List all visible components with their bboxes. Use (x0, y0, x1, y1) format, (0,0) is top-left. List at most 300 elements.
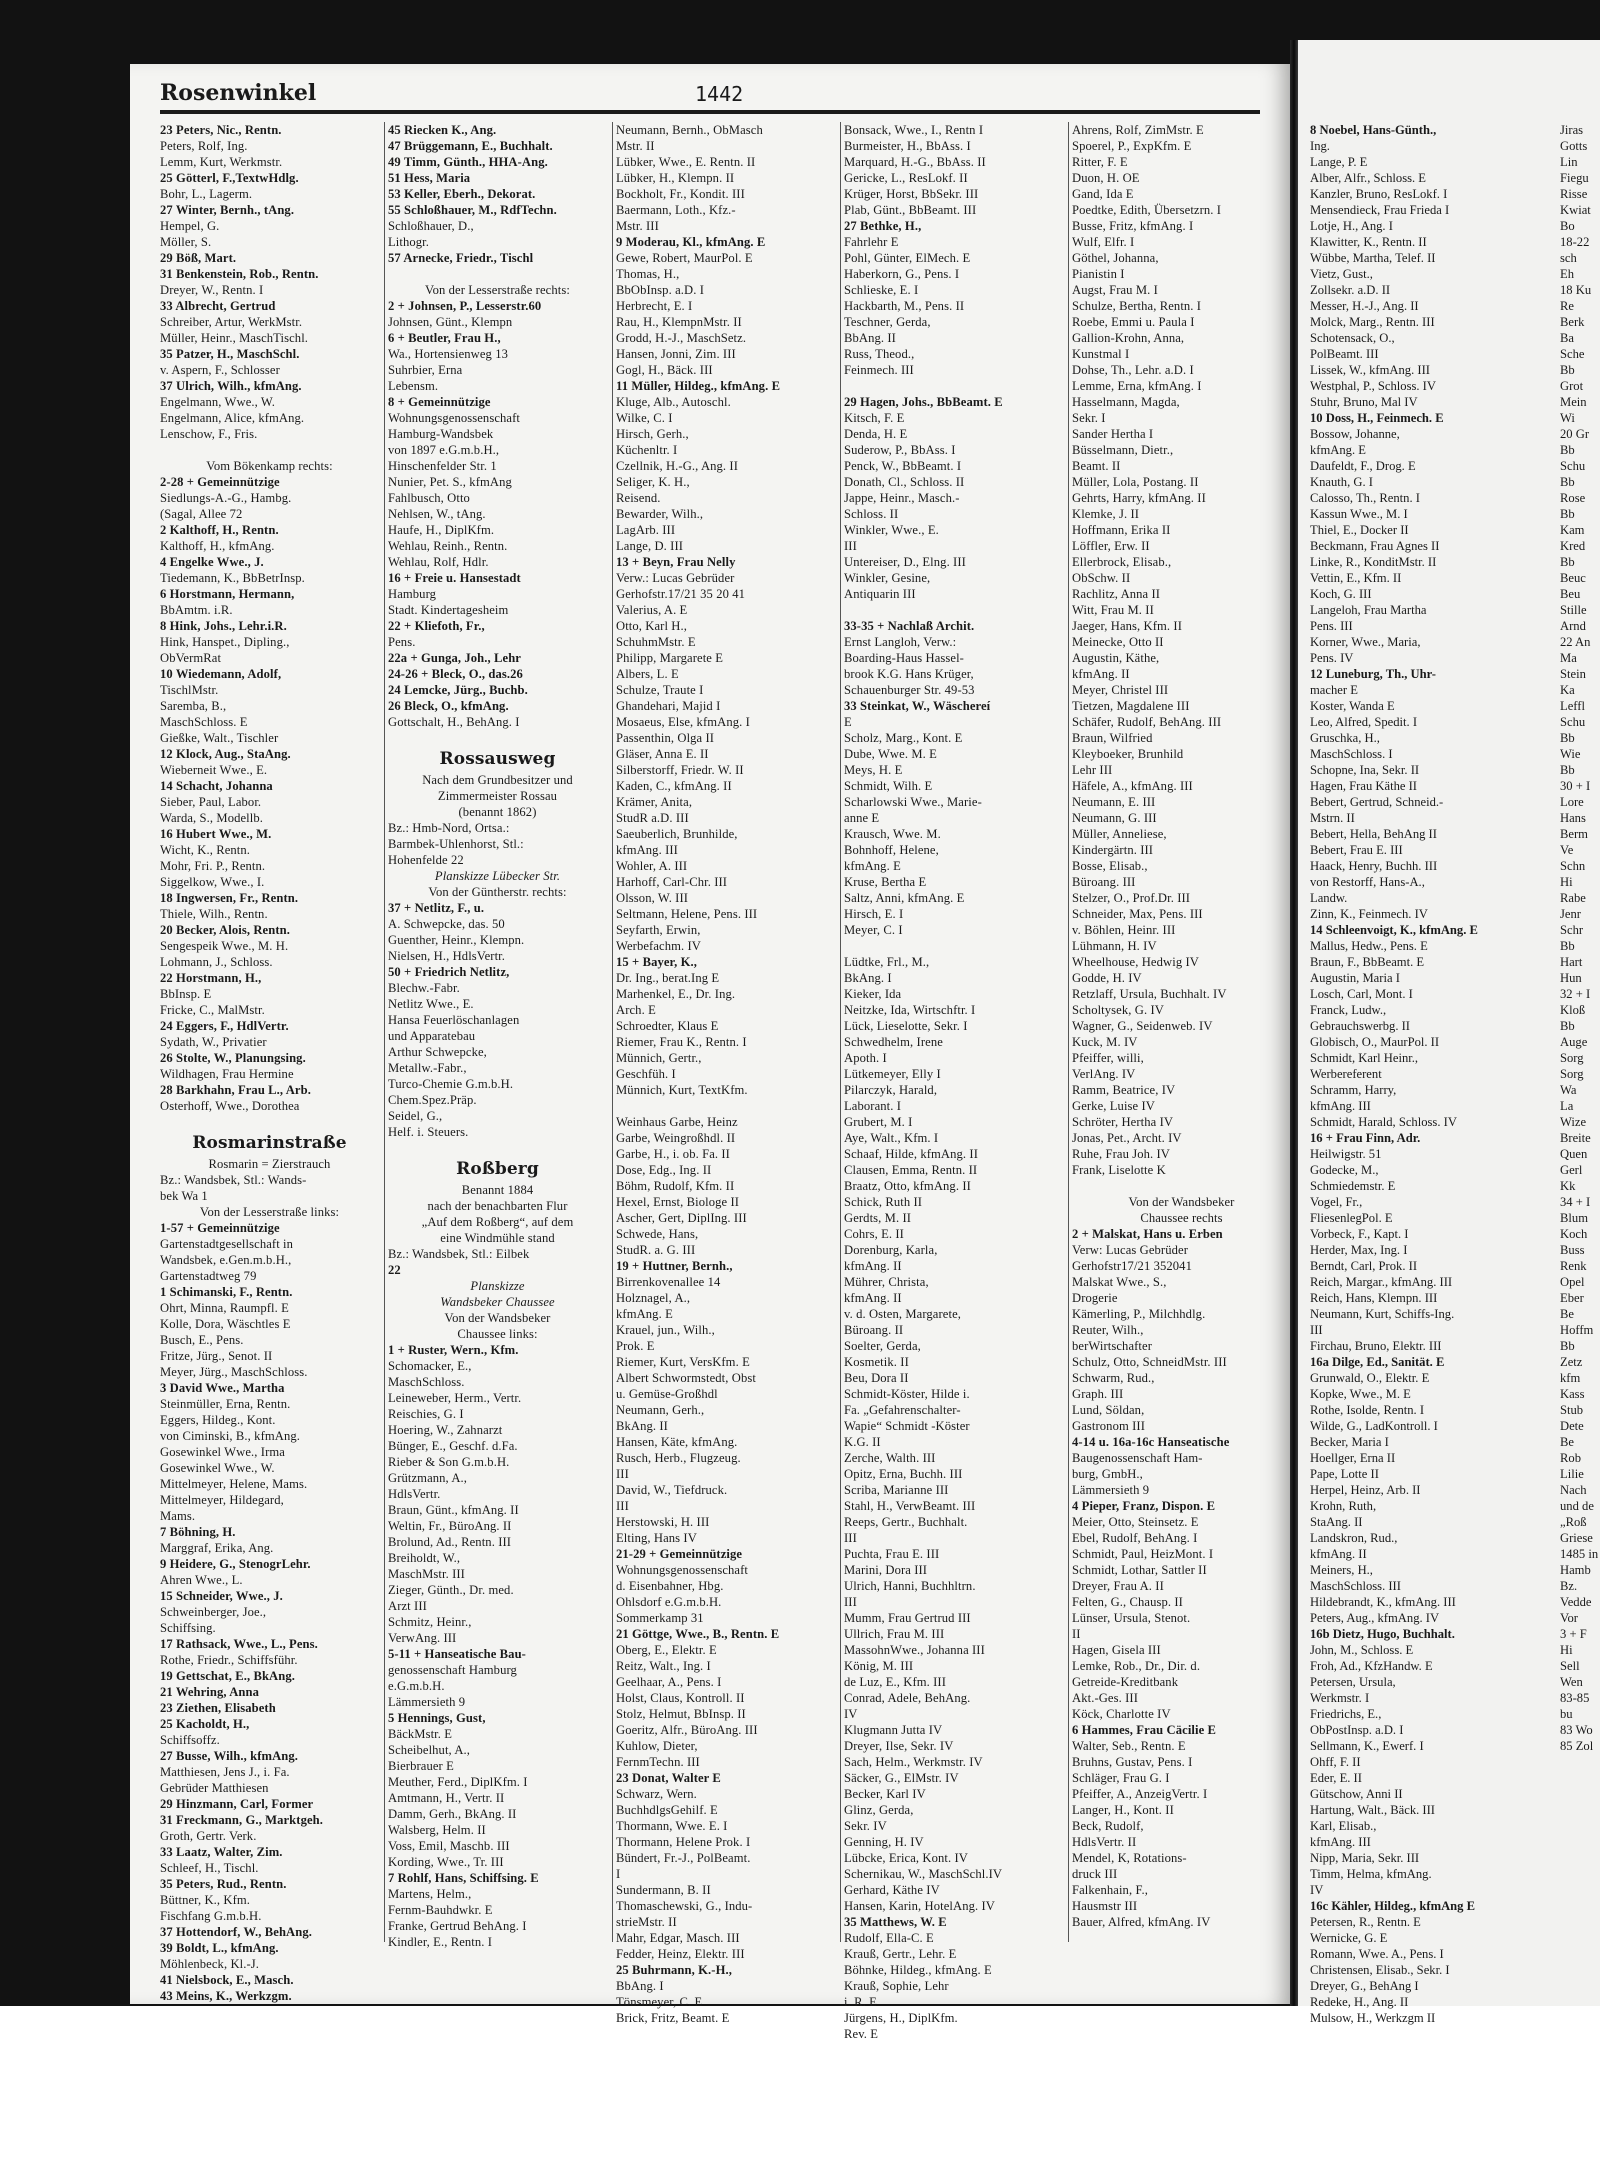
directory-entry-line: Büroang. II (844, 1323, 904, 1337)
edge-fragment: Wi (1560, 411, 1575, 425)
directory-entry-line: Puchta, Frau E. III (844, 1547, 940, 1561)
directory-entry-line: Franke, Gertrud BehAng. I (388, 1919, 527, 1933)
directory-entry-line: FliesenlegPol. E (1310, 1211, 1393, 1225)
edge-fragment: Berm (1560, 827, 1588, 841)
directory-entry-line: Ritter, F. E (1072, 155, 1128, 169)
directory-entry-line: Winkler, Wwe., E. (844, 523, 939, 537)
directory-entry-line: 2 + Johnsen, P., Lesserstr.60 (388, 299, 542, 313)
edge-fragment: 85 Zol (1560, 1739, 1594, 1753)
directory-entry-line: 23 Donat, Walter E (616, 1771, 721, 1785)
directory-entry-line: Plab, Günt., BbBeamt. III (844, 203, 977, 217)
directory-entry-line: Blechw.-Fabr. (388, 981, 460, 995)
directory-entry-line: Silberstorff, Friedr. W. II (616, 763, 744, 777)
edge-fragment: Bb (1560, 555, 1575, 569)
directory-entry-line: Schiffsoffz. (160, 1733, 220, 1747)
directory-entry-line: Grunwald, O., Elektr. E (1310, 1371, 1430, 1385)
directory-entry-line: Garbe, Weingroßhdl. II (616, 1131, 736, 1145)
directory-entry-line: Grubert, M. I (844, 1115, 913, 1129)
directory-entry-line: Meys, H. E (844, 763, 903, 777)
edge-fragment: Wa (1560, 1083, 1577, 1097)
directory-entry-line: Hohenfelde 22 (388, 853, 464, 867)
directory-entry-line: Sundermann, B. II (616, 1883, 711, 1897)
directory-entry-line: macher E (1310, 683, 1358, 697)
directory-entry-line: Gallion-Krohn, Anna, (1072, 331, 1185, 345)
directory-entry-line: Burmeister, H., BbAss. I (844, 139, 971, 153)
directory-entry-line: III (1310, 1323, 1323, 1337)
directory-entry-line: Schmitz, Heinr., (388, 1615, 472, 1629)
directory-entry-line: Schernikau, W., MaschSchl.IV (844, 1867, 1003, 1881)
directory-entry-line (844, 602, 1063, 618)
directory-entry-line: 35 Patzer, H., MaschSchl. (160, 347, 300, 361)
directory-entry-line: Schmiedemstr. E (1310, 1179, 1396, 1193)
directory-entry-line (160, 442, 379, 458)
directory-entry-line: Meiners, H., (1310, 1563, 1373, 1577)
directory-entry-line: Holznagel, A., (616, 1291, 691, 1305)
directory-entry-line: Schopne, Ina, Sekr. II (1310, 763, 1420, 777)
directory-entry-line: Schloßhauer, D., (388, 219, 474, 233)
directory-entry-line: Lemke, Rob., Dr., Dir. d. (1072, 1659, 1201, 1673)
directory-entry-line: Langeloh, Frau Martha (1310, 603, 1427, 617)
page-header (160, 74, 1260, 114)
directory-entry-line: Lüdtke, Frl., M., (844, 955, 930, 969)
directory-entry-line: Beck, Rudolf, (1072, 1819, 1144, 1833)
directory-entry-line: bek Wa 1 (160, 1189, 208, 1203)
directory-entry-line: Gastronom III (1072, 1419, 1145, 1433)
directory-entry-line: III (844, 539, 857, 553)
directory-entry-line: Siggelkow, Wwe., I. (160, 875, 265, 889)
edge-fragment: Eber (1560, 1291, 1584, 1305)
directory-entry-line: Dreyer, Frau A. II (1072, 1579, 1164, 1593)
book-gutter (1290, 40, 1298, 2006)
edge-fragment: Bz. (1560, 1579, 1578, 1593)
edge-fragment: Hi (1560, 875, 1573, 889)
edge-fragment: Kwiat (1560, 203, 1591, 217)
directory-entry-line: 49 Timm, Günth., HHA-Ang. (388, 155, 548, 169)
edge-fragment: La (1560, 1099, 1574, 1113)
directory-entry-line: Von der Wandsbeker (444, 1311, 551, 1325)
directory-entry-line: Schweinberger, Joe., (160, 1605, 267, 1619)
directory-entry-line: Neumann, Gerh., (616, 1403, 705, 1417)
directory-entry-line: Schmidt, Harald, Schloss. IV (1310, 1115, 1457, 1129)
directory-entry-line: IV (844, 1707, 858, 1721)
directory-entry-line: von Restorff, Hans-A., (1310, 875, 1425, 889)
edge-fragment: Ma (1560, 651, 1577, 665)
directory-entry-line: ObVermRat (160, 651, 222, 665)
directory-entry-line: Planskizze Lübecker Str. (434, 869, 561, 883)
directory-entry-line: Rothe, Friedr., Schiffsführ. (160, 1653, 298, 1667)
directory-entry-line: Otto, Karl H., (616, 619, 688, 633)
directory-entry-line: Philipp, Margarete E (616, 651, 724, 665)
directory-entry-line: Baugenossenschaft Ham- (1072, 1451, 1203, 1465)
directory-entry-line: Dorenburg, Karla, (844, 1243, 938, 1257)
directory-entry-line: Hamburg-Wandsbek (388, 427, 494, 441)
directory-entry-line: Wildhagen, Frau Hermine (160, 1067, 294, 1081)
directory-entry-line: MaschSchloss. (388, 1375, 465, 1389)
edge-fragment: Buss (1560, 1243, 1585, 1257)
directory-entry-line: Boarding-Haus Hassel- (844, 651, 964, 665)
directory-entry-line: 50 + Friedrich Netlitz, (388, 965, 510, 979)
directory-entry-line: 27 Busse, Wilh., kfmAng. (160, 1749, 299, 1763)
directory-entry-line: Beamt. II (1072, 459, 1121, 473)
directory-entry-line: 6 Horstmann, Hermann, (160, 587, 295, 601)
directory-entry-line: Pens. III (1310, 619, 1353, 633)
directory-entry-line: Berndt, Carl, Prok. II (1310, 1259, 1418, 1273)
directory-entry-line: Hansa Feuerlöschanlagen (388, 1013, 520, 1027)
directory-entry-line: David, W., Tiefdruck. (616, 1483, 728, 1497)
directory-entry-line: I (616, 1867, 621, 1881)
directory-entry-line: Baermann, Loth., Kfz.- (616, 203, 736, 217)
directory-entry-line: 28 Barkhahn, Frau L., Arb. (160, 1083, 311, 1097)
directory-entry-line: 31 Benkenstein, Rob., Rentn. (160, 267, 319, 281)
directory-entry-line: Reuter, Wilh., (1072, 1323, 1144, 1337)
directory-entry-line: Warda, S., Modellb. (160, 811, 264, 825)
directory-entry-line: 2-28 + Gemeinnützige (160, 475, 280, 489)
directory-entry-line: 5 Hennings, Gust, (388, 1711, 486, 1725)
directory-entry-line: Schaaf, Hilde, kfmAng. II (844, 1147, 978, 1161)
directory-entry-line: Krohn, Ruth, (1310, 1499, 1377, 1513)
edge-fragment: Ba (1560, 331, 1574, 345)
directory-entry-line: Schneider, Max, Pens. III (1072, 907, 1203, 921)
directory-entry-line: eine Windmühle stand (440, 1231, 555, 1245)
edge-fragment: Bb (1560, 731, 1575, 745)
directory-entry-line: Kruse, Bertha E (844, 875, 927, 889)
directory-entry-line: i. R. E (844, 1995, 877, 2009)
directory-entry-line: Seidel, G., (388, 1109, 443, 1123)
directory-entry-line: 27 Bethke, H., (844, 219, 922, 233)
directory-entry-line: Hansen, Karin, HotelAng. IV (844, 1899, 995, 1913)
directory-column-4 (844, 122, 1063, 2041)
directory-entry-line: Schmidt, Karl Heinr., (1310, 1051, 1419, 1065)
edge-fragment: Hart (1560, 955, 1583, 969)
directory-entry-line: Dreyer, Ilse, Sekr. IV (844, 1739, 954, 1753)
directory-entry-line: 9 Moderau, Kl., kfmAng. E (616, 235, 766, 249)
directory-entry-line: Gosewinkel Wwe., Irma (160, 1445, 285, 1459)
directory-entry-line: Koch, G. III (1310, 587, 1372, 601)
directory-entry-line: MassohnWwe., Johanna III (844, 1643, 985, 1657)
edge-fragment: 32 + I (1560, 987, 1591, 1001)
directory-entry-line: Werbefachm. IV (616, 939, 701, 953)
directory-entry-line: Peters, Aug., kfmAng. IV (1310, 1611, 1440, 1625)
directory-entry-line: Nach dem Grundbesitzer und (422, 773, 573, 787)
directory-entry-line: Jürgens, H., DiplKfm. (844, 2011, 958, 2025)
directory-entry-line: Stelzer, O., Prof.Dr. III (1072, 891, 1191, 905)
directory-entry-line: Schäfer, Rudolf, BehAng. III (1072, 715, 1222, 729)
edge-fragment: Jenr (1560, 907, 1581, 921)
directory-entry-line: Gießke, Walt., Tischler (160, 731, 279, 745)
directory-entry-line: Benannt 1884 (461, 1183, 534, 1197)
directory-entry-line: Retzlaff, Ursula, Buchhalt. IV (1072, 987, 1227, 1001)
directory-entry-line: Turco-Chemie G.m.b.H. (388, 1077, 514, 1091)
directory-entry-line: Koster, Wanda E (1310, 699, 1395, 713)
directory-entry-line: Krauß, Sophie, Lehr (844, 1979, 949, 1993)
edge-fragment: Schn (1560, 859, 1586, 873)
directory-entry-line: Chem.Spez.Präp. (388, 1093, 477, 1107)
directory-entry-line: druck III (1072, 1867, 1118, 1881)
directory-entry-line: Meier, Otto, Steinsetz. E (1072, 1515, 1199, 1529)
directory-entry-line: Göthel, Johanna, (1072, 251, 1159, 265)
edge-fragment: Kk (1560, 1179, 1576, 1193)
edge-fragment: Bb (1560, 507, 1575, 521)
directory-entry-line: Schreiber, Artur, WerkMstr. (160, 315, 303, 329)
directory-entry-line: Busch, E., Pens. (160, 1333, 244, 1347)
directory-entry-line: Thiele, Wilh., Rentn. (160, 907, 268, 921)
directory-entry-line: 3 David Wwe., Martha (160, 1381, 285, 1395)
directory-entry-line: Godecke, M., (1310, 1163, 1379, 1177)
directory-entry-line: 4-14 u. 16a-16c Hanseatische (1072, 1435, 1230, 1449)
edge-fragment: Vor (1560, 1611, 1578, 1625)
directory-entry-line: Linke, R., KonditMstr. II (1310, 555, 1437, 569)
directory-entry-line: Seltmann, Helene, Pens. III (616, 907, 758, 921)
directory-entry-line: Redeke, H., Ang. II (1310, 1995, 1409, 2009)
directory-entry-line: Lübker, H., Klempn. II (616, 171, 735, 185)
directory-entry-line: Siedlungs-A.-G., Hambg. (160, 491, 292, 505)
directory-entry-line: Schomacker, E., (388, 1359, 472, 1373)
directory-entry-line: Pohl, Günter, ElMech. E (844, 251, 971, 265)
directory-entry-line: Müller, Heinr., MaschTischl. (160, 331, 309, 345)
directory-entry-line: 51 Hess, Maria (388, 171, 471, 185)
directory-entry-line: Rothe, Isolde, Rentn. I (1310, 1403, 1425, 1417)
directory-entry-line: Harhoff, Carl-Chr. III (616, 875, 728, 889)
directory-entry-line: Gewe, Robert, MaurPol. E (616, 251, 753, 265)
directory-entry-line: Mumm, Frau Gertrud III (844, 1611, 971, 1625)
directory-entry-line: 25 Götterl, F.,TextwHdlg. (160, 171, 299, 185)
directory-entry-line: 11 Müller, Hildeg., kfmAng. E (616, 379, 781, 393)
directory-entry-line: Wehlau, Reinh., Rentn. (388, 539, 508, 553)
directory-entry-line: Müller, Lola, Postang. II (1072, 475, 1199, 489)
directory-entry-line: Marggraf, Erika, Ang. (160, 1541, 274, 1555)
directory-entry-line: Münnich, Gertr., (616, 1051, 702, 1065)
directory-entry-line: (benannt 1862) (458, 805, 537, 819)
directory-entry-line: kfmAng. E (1310, 443, 1366, 457)
directory-entry-line: Bünger, E., Geschf. d.Fa. (388, 1439, 518, 1453)
directory-entry-line: Sellmann, K., Ewerf. I (1310, 1739, 1424, 1753)
directory-entry-line: 24-26 + Bleck, O., das.26 (388, 667, 523, 681)
directory-entry-line: BkAng. I (844, 971, 892, 985)
directory-entry-line: Gottschalt, H., BehAng. I (388, 715, 520, 729)
directory-entry-line: Böhnke, Hildeg., kfmAng. E (844, 1963, 992, 1977)
directory-entry-line: 2 + Malskat, Hans u. Erben (1072, 1227, 1223, 1241)
directory-entry-line: e.G.m.b.H. (388, 1679, 445, 1693)
directory-entry-line: Nipp, Maria, Sekr. III (1310, 1851, 1420, 1865)
directory-entry-line: 12 Luneburg, Th., Uhr- (1310, 667, 1436, 681)
column-divider (612, 122, 613, 1942)
directory-entry-line: Schwarm, Rud., (1072, 1371, 1155, 1385)
directory-entry-line: Neitzke, Ida, Wirtschftr. I (844, 1003, 976, 1017)
directory-entry-line: 4 Pieper, Franz, Dispon. E (1072, 1499, 1216, 1513)
directory-entry-line: III (616, 1467, 629, 1481)
directory-entry-line: 29 Böß, Mart. (160, 251, 237, 265)
directory-entry-line: Reich, Margar., kfmAng. III (1310, 1275, 1453, 1289)
directory-entry-line: 19 Gettschat, E., BkAng. (160, 1669, 295, 1683)
directory-entry-line: Ernst Langloh, Verw.: (844, 635, 957, 649)
directory-entry-line: Rev. E (844, 2027, 879, 2041)
directory-entry-line: 14 Schacht, Johanna (160, 779, 273, 793)
directory-entry-line: Teschner, Gerda, (844, 315, 931, 329)
directory-entry-line: Augst, Frau M. I (1072, 283, 1158, 297)
directory-entry-line: Seyfarth, Erwin, (616, 923, 701, 937)
directory-entry-line: v. Aspern, F., Schlosser (160, 363, 280, 377)
directory-entry-line: 10 Doss, H., Feinmech. E (1310, 411, 1444, 425)
directory-entry-line: kfmAng. E (616, 1307, 673, 1321)
directory-entry-line: Penck, W., BbBeamt. I (844, 459, 962, 473)
directory-entry-line: Christensen, Elisab., Sekr. I (1310, 1963, 1450, 1977)
directory-entry-line: genossenschaft Hamburg (388, 1663, 517, 1677)
directory-entry-line: Goeritz, Alfr., BüroAng. III (616, 1723, 758, 1737)
directory-entry-line: LagArb. III (616, 523, 676, 537)
directory-entry-line: Lämmersieth 9 (388, 1695, 466, 1709)
directory-entry-line: Sekr. I (1072, 411, 1106, 425)
directory-entry-line: Fedder, Heinz, Elektr. III (616, 1947, 745, 1961)
directory-entry-line: Eggers, Hildeg., Kont. (160, 1413, 276, 1427)
directory-entry-line: 7 Böhning, H. (160, 1525, 236, 1539)
edge-fragment: 1485 in (1560, 1547, 1599, 1561)
directory-entry-line (388, 266, 607, 282)
directory-entry-line: Verw: Lucas Gebrüder (1072, 1243, 1188, 1257)
directory-entry-line: Langer, H., Kont. II (1072, 1803, 1174, 1817)
directory-entry-line: IV (1310, 1883, 1324, 1897)
edge-fragment: Grot (1560, 379, 1584, 393)
directory-entry-line: Sekr. IV (844, 1819, 887, 1833)
edge-fragment: Rob (1560, 1451, 1581, 1465)
edge-fragment: Bb (1560, 1019, 1575, 1033)
directory-entry-line: Chaussee rechts (1140, 1211, 1223, 1225)
directory-entry-line: Glinz, Gerda, (844, 1803, 914, 1817)
directory-entry-line: Losch, Carl, Mont. I (1310, 987, 1413, 1001)
directory-entry-line: ObSchw. II (1072, 571, 1131, 585)
directory-entry-line: Reitz, Walt., Ing. I (616, 1659, 711, 1673)
directory-entry-line: Pape, Lotte II (1310, 1467, 1379, 1481)
directory-entry-line: BbAng. I (616, 1979, 664, 1993)
directory-entry-line: Lübcke, Erica, Kont. IV (844, 1851, 968, 1865)
header-rule (160, 110, 1260, 114)
edge-fragment: Auge (1560, 1035, 1588, 1049)
directory-entry-line: 21 Wehring, Anna (160, 1685, 259, 1699)
directory-entry-line: Arch. E (616, 1003, 656, 1017)
edge-fragment: Eh (1560, 267, 1574, 281)
directory-entry-line: 15 Schneider, Wwe., J. (160, 1589, 283, 1603)
directory-entry-line: BuchhdlgsGehilf. E (616, 1803, 718, 1817)
directory-entry-line: Augustin, Maria I (1310, 971, 1400, 985)
directory-entry-line: Jappe, Heinr., Masch.- (844, 491, 960, 505)
directory-entry-line: Bebert, Frau E. III (1310, 843, 1403, 857)
directory-entry-line: Zieger, Günth., Dr. med. (388, 1583, 514, 1597)
directory-column-2 (388, 122, 607, 1952)
edge-fragment: Bb (1560, 363, 1575, 377)
directory-entry-line: Münnich, Kurt, TextKfm. (616, 1083, 748, 1097)
directory-entry-line: Leo, Alfred, Spedit. I (1310, 715, 1418, 729)
edge-fragment: Vedde (1560, 1595, 1592, 1609)
directory-entry-line: Bebert, Hella, BehAng II (1310, 827, 1437, 841)
edge-fragment: Renk (1560, 1259, 1587, 1273)
directory-entry-line: Bohnhoff, Helene, (844, 843, 939, 857)
edge-fragment: Dete (1560, 1419, 1584, 1433)
directory-entry-line: 27 Winter, Bernh., tAng. (160, 203, 295, 217)
directory-entry-line: 13 + Beyn, Frau Nelly (616, 555, 736, 569)
directory-entry-line: Zerche, Walth. III (844, 1451, 936, 1465)
directory-entry-line: Krausch, Wwe. M. (844, 827, 941, 841)
directory-entry-line: Wieberneit Wwe., E. (160, 763, 268, 777)
directory-entry-line: Wernicke, G. E (1310, 1931, 1388, 1945)
directory-entry-line: Tietzen, Magdalene III (1072, 699, 1190, 713)
directory-entry-line: Hexel, Ernst, Biologe II (616, 1195, 740, 1209)
directory-entry-line: 24 Eggers, F., HdlVertr. (160, 1019, 289, 1033)
directory-entry-line: Bz.: Hmb-Nord, Ortsa.: (388, 821, 510, 835)
directory-entry-line: Tiedemann, K., BbBetrInsp. (160, 571, 305, 585)
directory-entry-line: Löffler, Erw. II (1072, 539, 1150, 553)
directory-entry-line: Hackbarth, M., Pens. II (844, 299, 965, 313)
directory-entry-line: Chaussee links: (457, 1327, 538, 1341)
directory-entry-line: Groth, Gertr. Verk. (160, 1829, 257, 1843)
directory-entry-line: Dreyer, W., Rentn. I (160, 283, 264, 297)
running-head-street: Rosenwinkel (160, 80, 317, 106)
directory-entry-line: kfmAng. II (1072, 667, 1130, 681)
directory-entry-line: 22 + Kliefoth, Fr., (388, 619, 485, 633)
edge-fragment: Bb (1560, 1339, 1575, 1353)
edge-fragment: Hi (1560, 1643, 1573, 1657)
directory-entry-line: Brolund, Ad., Rentn. III (388, 1535, 512, 1549)
edge-fragment: Wize (1560, 1115, 1587, 1129)
directory-entry-line: v. Böhlen, Heinr. III (1072, 923, 1176, 937)
directory-entry-line: Bierbrauer E (388, 1759, 454, 1773)
directory-entry-line: Wohnungsgenossenschaft (616, 1563, 748, 1577)
directory-entry-line: Werkmstr. I (1310, 1691, 1370, 1705)
directory-entry-line: Scharlowski Wwe., Marie- (844, 795, 982, 809)
directory-entry-line: Scholz, Marg., Kont. E (844, 731, 963, 745)
directory-entry-line: BkAng. II (616, 1419, 668, 1433)
directory-entry-line: Rieber & Son G.m.b.H. (388, 1455, 510, 1469)
directory-entry-line: HdlsVertr. (388, 1487, 441, 1501)
directory-entry-line: Schulz, Otto, SchneidMstr. III (1072, 1355, 1227, 1369)
directory-entry-line: Zinn, K., Feinmech. IV (1310, 907, 1428, 921)
directory-entry-line: Kaden, C., kfmAng. II (616, 779, 732, 793)
directory-entry-line: 47 Brüggemann, E., Buchhalt. (388, 139, 553, 153)
directory-entry-line: 23 Peters, Nic., Rentn. (160, 123, 282, 137)
directory-entry-line: berWirtschafter (1072, 1339, 1153, 1353)
directory-entry-line: Gand, Ida E (1072, 187, 1134, 201)
directory-entry-line: Meuther, Ferd., DiplKfm. I (388, 1775, 528, 1789)
directory-entry-line: 16 + Freie u. Hansestadt (388, 571, 521, 585)
directory-entry-line: Mittelmeyer, Helene, Mams. (160, 1477, 308, 1491)
directory-entry-line: Lange, D. III (616, 539, 684, 553)
directory-entry-line: Schotensack, O., (1310, 331, 1395, 345)
directory-entry-line: Amtmann, H., Vertr. II (388, 1791, 505, 1805)
street-heading: Rosmarinstraße (192, 1133, 347, 1153)
directory-entry-line: Matthiesen, Jens J., i. Fa. (160, 1765, 290, 1779)
directory-entry-line: Pens. (388, 635, 416, 649)
directory-entry-line: Haufe, H., DiplKfm. (388, 523, 495, 537)
directory-entry-line: 16b Dietz, Hugo, Buchhalt. (1310, 1627, 1455, 1641)
edge-fragment: Hamb (1560, 1563, 1591, 1577)
directory-entry-line: Rudolf, Ella-C. E (844, 1931, 934, 1945)
directory-entry-line: Pfeiffer, A., AnzeigVertr. I (1072, 1787, 1208, 1801)
directory-entry-line: Gruschka, H., (1310, 731, 1380, 745)
directory-entry-line: MaschSchloss. I (1310, 747, 1393, 761)
directory-entry-line: 16a Dilge, Ed., Sanität. E (1310, 1355, 1445, 1369)
directory-entry-line: Schick, Ruth II (844, 1195, 923, 1209)
directory-entry-line: Nunier, Pet. S., kfmAng (388, 475, 512, 489)
directory-entry-line: Mührer, Christa, (844, 1275, 929, 1289)
directory-entry-line: Kindler, E., Rentn. I (388, 1935, 493, 1949)
directory-entry-line: Hansen, Käte, kfmAng. (616, 1435, 738, 1449)
directory-entry-line: Schramm, Harry, (1310, 1083, 1397, 1097)
directory-entry-line: Korner, Wwe., Maria, (1310, 635, 1421, 649)
directory-entry-line: Winkler, Gesine, (844, 571, 931, 585)
directory-entry-line: 35 Matthews, W. E (844, 1915, 947, 1929)
directory-entry-line: Kassun Wwe., M. I (1310, 507, 1408, 521)
directory-entry-line: Nehlsen, W., tAng. (388, 507, 486, 521)
directory-entry-line: 15 + Bayer, K., (616, 955, 697, 969)
directory-entry-line: 26 Stolte, W., Planungsing. (160, 1051, 306, 1065)
